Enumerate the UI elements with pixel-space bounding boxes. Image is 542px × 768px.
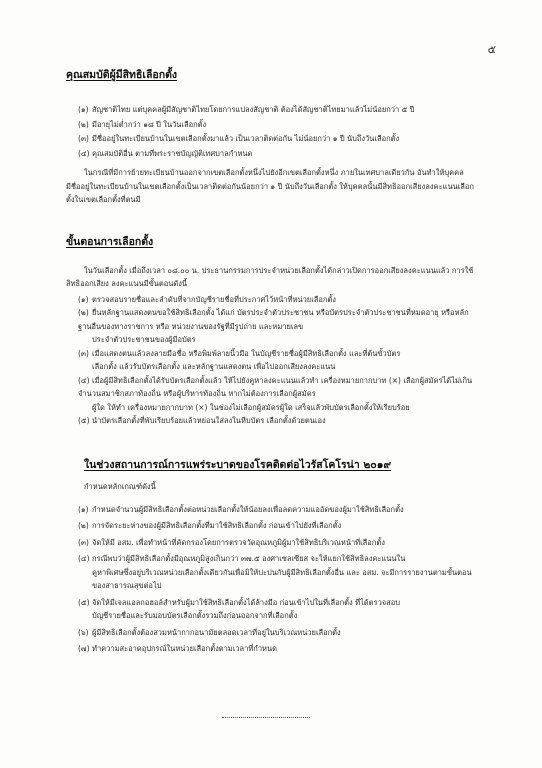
- list-item: (๔) กรณีพบว่าผู้มีสิทธิเลือกตั้งมีอุณหภูมิสูงเกินกว่า ๓๗.๕ องศาเซลเซียส จะให้แยกใช้สิทธิลงคะแนนใน คูหาพิเศษซึ่งอยู่บริเวณหน่วยเลือกตั้งเดียวกันเพื่อมิให้ปะปนกับผู้มีสิทธิเลือกตั้งอื่น และ อสม. จะมีการรายงานตามขั้นตอนของสาธารณสุขต่อไป: [78, 554, 472, 590]
- list-item: (๒) มีอายุไม่ต่ำกว่า ๑๘ ปี ในวันเลือกตั้ง: [78, 119, 207, 129]
- page-number: ๕: [487, 43, 496, 56]
- list-item: (๒) การจัดระยะห่างของผู้มีสิทธิเลือกตั้งที่มาใช้สิทธิเลือกตั้ง ก่อนเข้าไปยังที่เลือกตั้ง: [78, 521, 342, 530]
- section-title-election-steps: ขั้นตอนการเลือกตั้ง: [66, 235, 154, 248]
- document-content: [66, 66, 476, 659]
- list-item: (๑) กำหนดจำนวนผู้มีสิทธิเลือกตั้งต่อหน่วยเลือกตั้งให้น้อยลงเพื่อลดความแออัดของผู้มาใช้สิทธิเลือกตั้ง: [78, 504, 404, 514]
- list-item: (๓) มีชื่ออยู่ในทะเบียนบ้านในเขตเลือกตั้งมาแล้ว เป็นเวลาติดต่อกัน ไม่น้อยกว่า ๑ ปี นับถึงวันเลือกตั้ง: [78, 134, 400, 143]
- list-item: (๑) สัญชาติไทย แต่บุคคลผู้มีสัญชาติไทยโดยการแปลงสัญชาติ ต้องได้สัญชาติไทยมาแล้วไม่น้อยกว่า ๕ ปี: [78, 105, 415, 114]
- list-item: (๗) ทำความสะอาดอุปกรณ์ในหน่วยเลือกตั้งตามเวลาที่กำหนด: [78, 644, 277, 653]
- section-title-voter-qualifications: คุณสมบัติผู้มีสิทธิเลือกตั้ง: [66, 69, 178, 81]
- covid-measures-subtitle: กำหนดหลักเกณฑ์ดังนี้: [84, 481, 156, 491]
- list-item: (๓) เมื่อแสดงตนแล้วลงลายมือชื่อ หรือพิมพ์ลายนิ้วมือ ในบัญชีรายชื่อผู้มีสิทธิเลือกตั้ง และที่ต้นขั้วบัตร เลือกตั้ง แล้วรับบัตรเลือกตั้ง และหลักฐานแสดงตน เพื่อไปออกเสียงลงคะแนน: [78, 348, 401, 371]
- list-item: (๔) เมื่อผู้มีสิทธิเลือกตั้งได้รับบัตรเลือกตั้งแล้ว ให้ไปยังคูหาลงคะแนนแล้วทำ เครื่องหมายกากบาท (×) เลือกผู้สมัครได้ไม่เกิน จำนวนสมาชิกสภาท้องถิ่น หรือผู้บริหารท้องถิ่น หากไม่ต้องการเลือกผู้สมัคร ผู้ใด ให้ทำ เครื่องหมายกากบาท (×) ในช่องไม่เลือกผู้สมัครผู้ใด เสร็จแล้วพับบัตรเลือกตั้งให้เรียบร้อย: [78, 375, 473, 412]
- covid-measures-list: [66, 503, 476, 656]
- election-steps-intro: ในวันเลือกตั้ง เมื่อถึงเวลา ๐๘.๐๐ น. ประธานกรรมการประจำหน่วยเลือกตั้งได้กล่าวเปิดการออกเสียงลงคะแนนแล้ว การใช้สิทธิออกเสียง ลงคะแนนมีขั้นตอนดังนี้: [66, 265, 474, 288]
- qualifications-list: [66, 103, 476, 160]
- list-item: (๕) จัดให้มีเจลแอลกอฮอล์สำหรับผู้มาใช้สิทธิเลือกตั้งได้ล้างมือ ก่อนเข้าไปในที่เลือกตั้ง ที่ได้ตรวจสอบ บัญชีรายชื่อและรับมอบบัตรเลือกตั้งรวมถึงก่อนออกจากที่เลือกตั้ง: [78, 597, 401, 620]
- list-item: (๔) คุณสมบัติอื่น ตามที่พระราชบัญญัติเทศบาลกำหนด: [78, 148, 253, 158]
- end-divider: [222, 717, 310, 718]
- list-item: (๑) ตรวจสอบรายชื่อและลำดับที่จากบัญชีรายชื่อที่ประกาศไว้หน้าที่หน่วยเลือกตั้ง: [78, 294, 336, 304]
- list-item: (๒) ยื่นหลักฐานแสดงตนขอใช้สิทธิเลือกตั้ง ได้แก่ บัตรประจำตัวประชาชน หรือบัตรประจำตัวประชาชนที่หมดอายุ หรือหลักฐานอื่นของทางราชการ หรือ หน่วยงานของรัฐที่มีรูปถ่าย และหมายเลข ประจำตัวประชาชนของผู้มีอบัตร: [78, 308, 469, 344]
- residence-paragraph: ในกรณีที่มีการย้ายทะเบียนบ้านออกจากเขตเลือกตั้งหนึ่งไปยังอีกเขตเลือกตั้งหนึ่ง ภายในเทศบาลเดียวกัน อันทำให้บุคคลมีชื่ออยู่ในทะเบียนบ้านในเขตเลือกตั้งเป็นเวลาติดต่อกันน้อยกว่า ๑ ปี นับถึงวันเลือกตั้ง ให้บุคคลนั้นมีสิทธิออกเสียงลงคะแนนเลือกตั้งในเขตเลือกตั้งที่ตนมี: [66, 168, 474, 204]
- list-item: (๓) จัดให้มี อสม. เพื่อทำหน้าที่คัดกรองโดยการตรวจวัดอุณหภูมิผู้มาใช้สิทธิบริเวณหน้าที่เลือกตั้ง: [78, 537, 385, 547]
- list-item: (๕) นำบัตรเลือกตั้งที่พับเรียบร้อยแล้วหย่อนใส่ลงในหีบบัตร เลือกตั้งด้วยตนเอง: [78, 416, 326, 425]
- election-steps-list: [66, 293, 476, 428]
- section-title-covid-measures: ในช่วงสถานการณ์การแพร่ระบาดของโรคติดต่อไวรัสโคโรน่า ๒๐๑๙: [84, 458, 392, 471]
- list-item: (๖) ผู้มีสิทธิเลือกตั้งต้องสวมหน้ากากอนามัยตลอดเวลาที่อยู่ในบริเวณหน่วยเลือกตั้ง: [78, 627, 341, 637]
